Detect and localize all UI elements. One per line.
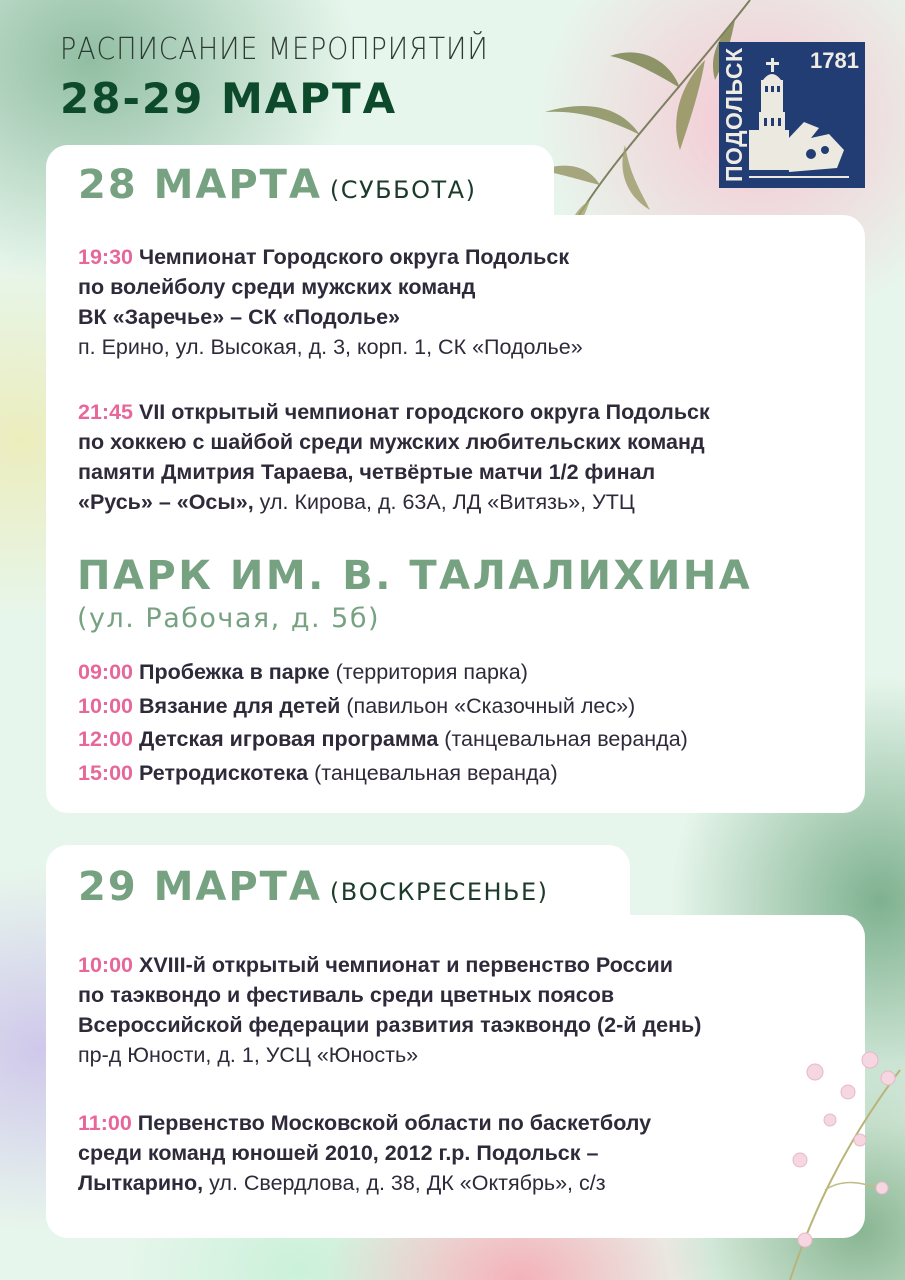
list-item — [78, 757, 688, 791]
event-title: Вязание для детей — [138, 693, 341, 718]
event-location: пр-д Юности, д. 1, УСЦ «Юность» — [78, 1043, 419, 1067]
header-subtitle: РАСПИСАНИЕ МЕРОПРИЯТИЙ — [60, 32, 489, 67]
event-title: Всероссийской федерации развития таэквондо (2-й день) — [78, 1013, 702, 1037]
event-time: 11:00 — [78, 1111, 132, 1135]
event-basketball — [78, 1108, 651, 1198]
park-events-list — [78, 656, 688, 790]
podolsk-logo — [719, 42, 865, 188]
day1-weekday: (СУББОТА) — [329, 176, 477, 204]
event-time: 12:00 — [78, 727, 133, 751]
day1-heading — [78, 162, 476, 208]
logo-year: 1781 — [810, 48, 859, 73]
event-title: по волейболу среди мужских команд — [78, 275, 476, 299]
day1-date: 28 МАРТА — [78, 162, 322, 208]
event-title: по таэквондо и фестиваль среди цветных поясов — [78, 983, 615, 1007]
event-time: 19:30 — [78, 245, 133, 269]
event-title: XVIII-й открытый чемпионат и первенство России — [138, 953, 673, 977]
event-title: по хоккею с шайбой среди мужских любительских команд — [78, 430, 705, 454]
event-title: Чемпионат Городского округа Подольск — [138, 245, 570, 269]
event-title: Первенство Московской области по баскетболу — [137, 1111, 652, 1135]
event-title: ВК «Заречье» – СК «Подолье» — [78, 305, 400, 329]
city-emblem-icon — [749, 50, 859, 182]
flower-branch-icon — [770, 1040, 905, 1280]
event-title: среди команд юношей 2010, 2012 г.р. Подольск – — [78, 1141, 599, 1165]
event-hockey — [78, 397, 710, 517]
event-time: 10:00 — [78, 693, 133, 718]
day2-date: 29 МАРТА — [78, 864, 322, 910]
event-location: ул. Кирова, д. 63А, ЛД «Витязь», УТЦ — [259, 490, 635, 514]
event-place: (павильон «Сказочный лес») — [346, 693, 636, 718]
day2-heading — [78, 864, 549, 910]
park-name: ПАРК ИМ. В. ТАЛАЛИХИНА — [77, 553, 753, 599]
event-volleyball — [78, 242, 583, 362]
event-title: памяти Дмитрия Тараева, четвёртые матчи 1/2 финал — [78, 460, 656, 484]
event-place: (территория парка) — [335, 660, 528, 684]
list-item — [78, 690, 688, 724]
event-location: ул. Свердлова, д. 38, ДК «Октябрь», с/з — [209, 1171, 606, 1195]
header-title: 28-29 МАРТА — [60, 74, 398, 123]
logo-city-name: ПОДОЛЬСК — [721, 47, 747, 182]
event-time: 10:00 — [78, 953, 133, 977]
event-title: «Русь» – «Осы», — [78, 490, 254, 514]
event-time: 21:45 — [78, 400, 133, 424]
event-title: VII открытый чемпионат городского округа Подольск — [138, 400, 710, 424]
event-time: 15:00 — [78, 760, 133, 785]
event-title: Ретродискотека — [138, 760, 309, 785]
list-item — [78, 723, 688, 757]
event-title: Пробежка в парке — [138, 660, 330, 684]
event-place: (танцевальная веранда) — [444, 727, 688, 751]
event-place: (танцевальная веранда) — [314, 760, 558, 785]
park-address: (ул. Рабочая, д. 5б) — [77, 603, 381, 634]
list-item — [78, 656, 688, 690]
event-location: п. Ерино, ул. Высокая, д. 3, корп. 1, СК «Подолье» — [78, 335, 583, 359]
event-time: 09:00 — [78, 660, 133, 684]
event-taekwondo — [78, 950, 701, 1070]
event-title: Детская игровая программа — [138, 727, 439, 751]
day2-weekday: (ВОСКРЕСЕНЬЕ) — [329, 878, 549, 906]
event-title: Лыткарино, — [78, 1171, 204, 1195]
